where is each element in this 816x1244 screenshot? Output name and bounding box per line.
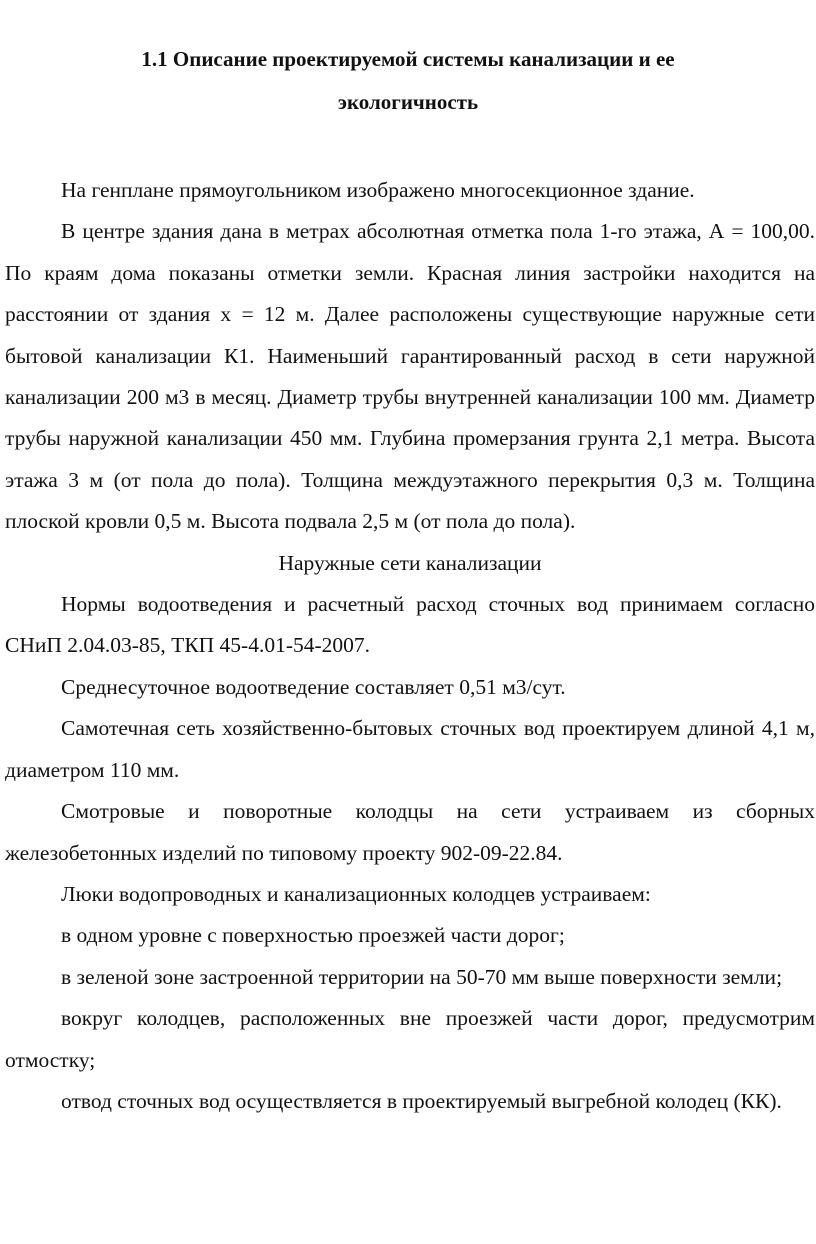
paragraph-genplan: На генплане прямоугольником изображено многосекционное здание. [61,178,695,202]
paragraph-norms: Нормы водоотведения и расчетный расход сточных вод принимаем согласно СНиП 2.04.03-85, ТКП 45-4.01-54-2007. [5,592,815,658]
list-item: вокруг колодцев, расположенных вне проезжей части дорог, предусмотрим отмостку; [5,1006,815,1072]
paragraph-hatches: Люки водопроводных и канализационных колодцев устраиваем: [61,881,651,906]
paragraph-building-data: В центре здания дана в метрах абсолютная отметка пола 1-го этажа, А = 100,00. По краям дома показаны отметки земли. Красная линия застройки находится на расстоянии от здания х = 12 м. Далее расположены существующие наружные сети бытовой канализации К1. Наименьший гарантированный расход в сети наружной канализации 200 м3 в месяц. Диаметр трубы внутренней канализации 100 мм. Диаметр трубы наружной канализации 450 мм. Глубина промерзания грунта 2,1 метра. Высота этажа 3 м (от пола до пола). Толщина междуэтажного перекрытия 0,3 м. Толщина плоской кровли 0,5 м. Высота подвала 2,5 м (от пола до пола). [5,219,815,534]
paragraph-gravity-network: Самотечная сеть хозяйственно-бытовых сточных вод проектируем длиной 4,1 м, диаметром 110 мм. [5,716,815,782]
body-text [5,170,815,1122]
subsection-heading: Наружные сети канализации [278,550,542,575]
list-item: в одном уровне с поверхностью проезжей части дорог; [61,923,565,948]
paragraph-wells: Смотровые и поворотные колодцы на сети устраиваем из сборных железобетонных изделий по типовому проекту 902-09-22.84. [5,799,815,865]
paragraph-daily-discharge: Среднесуточное водоотведение составляет 0,51 м3/сут. [61,674,566,699]
list-item: отвод сточных вод осуществляется в проектируемый выгребной колодец (КК). [61,1088,782,1113]
heading-line-2: экологичность [337,90,479,114]
list-item: в зеленой зоне застроенной территории на 50-70 мм выше поверхности земли; [61,964,783,989]
section-heading [0,38,816,124]
heading-line-1: 1.1 Описание проектируемой системы канализации и ее [141,47,675,71]
